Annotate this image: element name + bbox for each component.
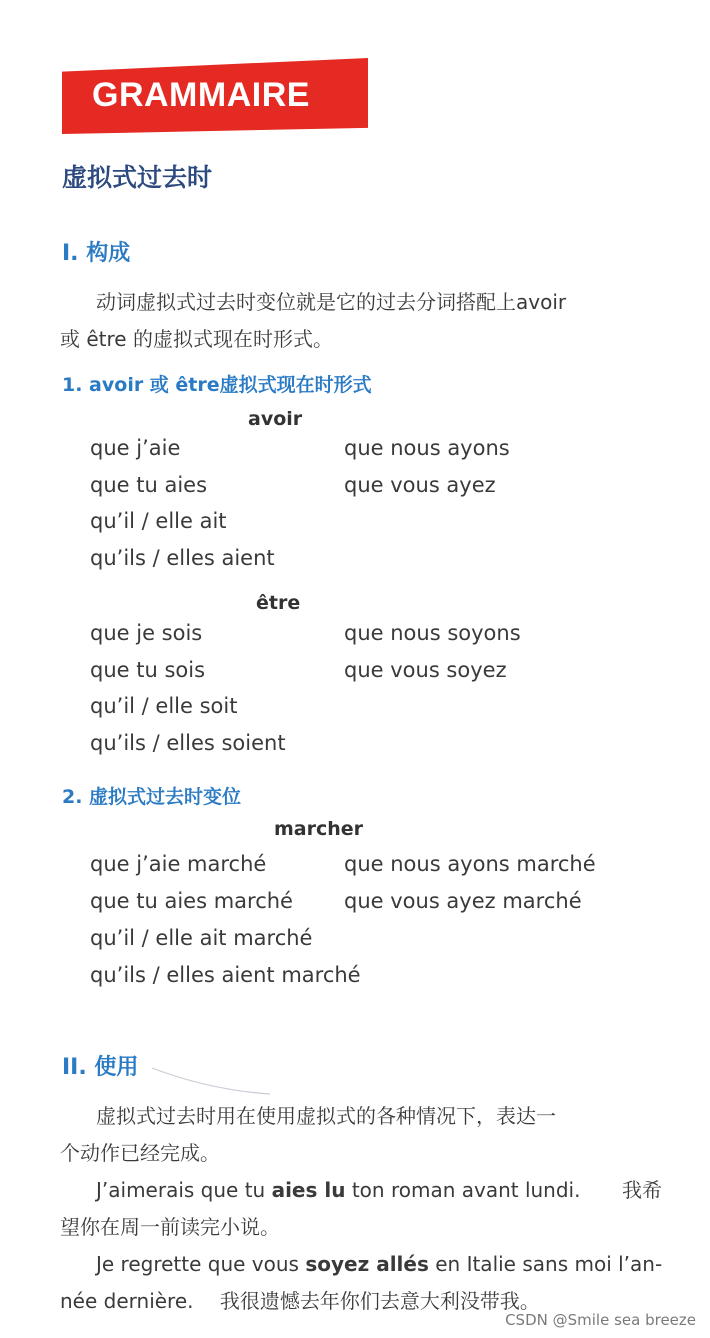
example-text: ton roman avant lundi. — [345, 1178, 581, 1202]
intro-line: 动词虚拟式过去时变位就是它的过去分词搭配上avoir — [96, 290, 567, 314]
section-heading-usage: II. 使用 — [62, 1055, 139, 1080]
example-text: Je regrette que vous — [96, 1252, 306, 1276]
conjugation-line: que nous soyons — [344, 621, 521, 645]
example-2 — [60, 1246, 670, 1320]
conjugation-line: qu’il / elle soit — [90, 694, 238, 718]
example-text: J’aimerais que tu — [96, 1178, 272, 1202]
intro-paragraph — [60, 284, 670, 358]
example-1 — [60, 1172, 670, 1246]
conjugation-line: qu’ils / elles aient — [90, 546, 275, 570]
section-heading-formation: I. 构成 — [62, 241, 131, 266]
watermark-credit: CSDN @Smile sea breeze — [505, 1311, 696, 1329]
example-text: en Italie sans moi l’an- — [428, 1252, 663, 1276]
conjugation-line: qu’ils / elles soient — [90, 731, 286, 755]
example-translation: 望你在周一前读完小说。 — [60, 1215, 280, 1239]
conjugation-line: que tu sois — [90, 658, 206, 682]
usage-line: 虚拟式过去时用在使用虚拟式的各种情况下，表达一 — [96, 1104, 556, 1128]
example-text: née dernière. — [60, 1289, 194, 1313]
conjugation-line: que tu aies marché — [90, 889, 293, 913]
conjugation-line: que nous ayons — [344, 436, 510, 460]
conjugation-line: qu’il / elle ait — [90, 509, 227, 533]
decorative-curve — [150, 1062, 280, 1102]
verb-heading-avoir: avoir — [248, 408, 303, 430]
conjugation-line: que nous ayons marché — [344, 852, 596, 876]
conjugation-line: que je sois — [90, 621, 203, 645]
subheading-past-subjunctive: 2. 虚拟式过去时变位 — [62, 786, 242, 808]
usage-line: 个动作已经完成。 — [60, 1141, 220, 1165]
example-translation: 我希 — [622, 1178, 662, 1202]
subheading-auxiliaries: 1. avoir 或 être虚拟式现在时形式 — [62, 374, 372, 396]
example-translation: 我很遗憾去年你们去意大利没带我。 — [219, 1289, 540, 1313]
usage-paragraph — [60, 1098, 670, 1172]
example-verb-highlight: aies lu — [271, 1178, 346, 1202]
conjugation-line: que j’aie marché — [90, 852, 267, 876]
conjugation-line: que vous ayez — [344, 473, 496, 497]
conjugation-line: que vous ayez marché — [344, 889, 582, 913]
banner-title: GRAMMAIRE — [92, 76, 310, 114]
conjugation-line: qu’il / elle ait marché — [90, 926, 313, 950]
conjugation-line: que tu aies — [90, 473, 208, 497]
verb-heading-etre: être — [256, 592, 301, 614]
intro-line: 或 être 的虚拟式现在时形式。 — [60, 327, 333, 351]
conjugation-line: que j’aie — [90, 436, 181, 460]
conjugation-line: que vous soyez — [344, 658, 507, 682]
verb-heading-marcher: marcher — [274, 818, 364, 840]
example-verb-highlight: soyez allés — [305, 1252, 429, 1276]
page-title: 虚拟式过去时 — [62, 163, 213, 192]
conjugation-line: qu’ils / elles aient marché — [90, 963, 361, 987]
